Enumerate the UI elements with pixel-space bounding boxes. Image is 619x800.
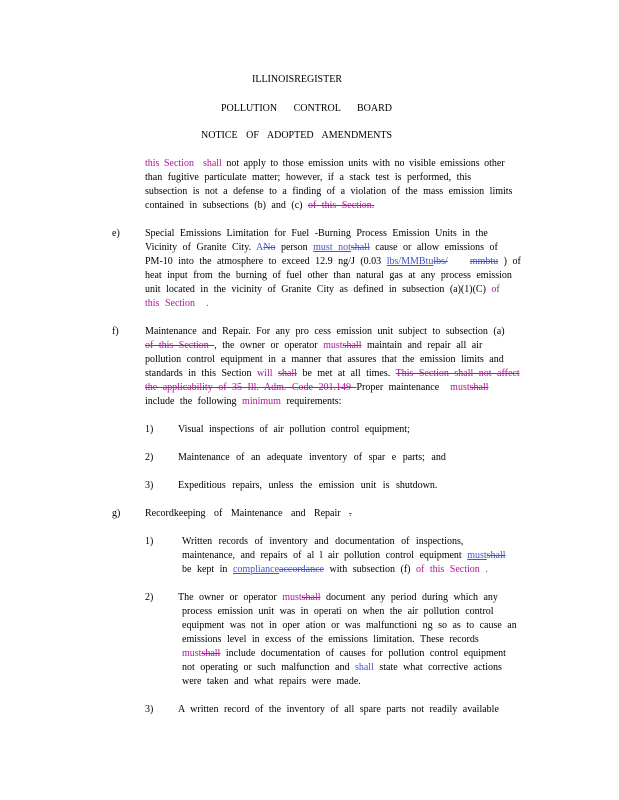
text: maintenance, and repairs of al l air pollution control equipment <box>182 550 468 561</box>
inserted-text: compliance <box>232 564 280 575</box>
text: be met at all times. <box>296 368 396 379</box>
para-f-item-2-text: Maintenance of an adequate inventory of spar e parts; and <box>178 452 446 463</box>
para-g-item-2-line-5 <box>182 648 506 660</box>
deleted-text: shall <box>350 242 370 253</box>
para-g-item-2-line-7: were taken and what repairs were made. <box>182 676 361 687</box>
para-g-item-2-line-4: emissions level in excess of the emissions limitation. These records <box>182 634 479 645</box>
text: The owner or operator <box>178 592 283 603</box>
para-e-line-1: Special Emissions Limitation for Fuel -Burning Process Emission Units in the <box>145 228 488 239</box>
deleted-text: shall <box>201 648 221 659</box>
text: PM-10 into the atmosphere to exceed 12.9 ng/J (0.03 <box>145 256 387 267</box>
inserted-text: this Section <box>145 298 195 309</box>
text: state what corrective actions <box>373 662 502 673</box>
text: contained in subsections (b) and (c) <box>145 200 308 211</box>
inserted-text: A <box>256 242 264 253</box>
text: standards in this Section <box>145 368 257 379</box>
para-e-line-2 <box>145 242 498 254</box>
deleted-text: shall <box>278 368 297 379</box>
text: ) of <box>498 256 521 267</box>
deleted-text: shall <box>342 340 362 351</box>
text: , the owner or operator <box>214 340 324 351</box>
deleted-text: lbs/ <box>433 256 448 267</box>
deleted-text: . <box>371 200 375 211</box>
text: Vicinity of Granite City. <box>145 242 257 253</box>
para-g-item-3-line-1: A written record of the inventory of all spare parts not readily available <box>178 704 499 715</box>
text: Proper maintenance <box>356 382 445 393</box>
text: unit located in the vicinity of Granite City as defined in subsection (a)(1)(C) <box>145 284 492 295</box>
text: maintain and repair all air <box>361 340 483 351</box>
para-f-label: f) <box>112 326 119 337</box>
inserted-text: shall <box>354 662 374 673</box>
para-f-item-1-text: Visual inspections of air pollution control equipment; <box>178 424 410 435</box>
para-f-item-3-num: 3) <box>145 480 154 491</box>
para-d-line-4 <box>145 200 374 212</box>
deleted-text: mmbtu <box>469 256 499 267</box>
para-d-line-2: than fugitive particulate matter; however, if a stack test is performed, this <box>145 172 472 183</box>
deleted-text: No <box>263 242 276 253</box>
board-title: POLLUTION CONTROL BOARD <box>221 103 392 114</box>
para-g-label: g) <box>112 508 121 519</box>
para-f-line-3: pollution control equipment in a manner that assures that the emission limits and <box>145 354 504 365</box>
para-f-item-1-num: 1) <box>145 424 154 435</box>
inserted-text: . <box>485 564 488 575</box>
text: Recordkeeping of Maintenance and Repair <box>145 508 350 519</box>
text: requirements: <box>280 396 342 407</box>
deleted-text: . <box>349 508 352 519</box>
para-g-item-1-num: 1) <box>145 536 154 547</box>
inserted-text: must not <box>313 242 351 253</box>
notice-title: NOTICE OF ADOPTED AMENDMENTS <box>201 130 393 141</box>
para-g-item-1-line-1: Written records of inventory and documentation of inspections, <box>182 536 464 547</box>
para-g-item-2-line-6 <box>182 662 502 674</box>
inserted-text: must <box>323 340 343 351</box>
para-d-line-1 <box>145 158 505 170</box>
para-e-line-5 <box>145 284 500 296</box>
inserted-text: shall <box>202 158 222 169</box>
para-g-item-2-line-3: equipment was not in oper ation or was malfunctioni ng so as to cause an <box>182 620 517 631</box>
para-e-label: e) <box>112 228 120 239</box>
text: cause or allow emissions of <box>369 242 498 253</box>
para-f-line-1: Maintenance and Repair. For any pro cess emission unit subject to subsection (a) <box>145 326 505 337</box>
inserted-text: must <box>467 550 487 561</box>
text: include documentation of causes for pollution control equipment <box>220 648 506 659</box>
para-e-line-4: heat input from the burning of fuel other than natural gas at any process emission <box>145 270 512 281</box>
deleted-text: of this Section <box>307 200 372 211</box>
text: not operating or such malfunction and <box>182 662 355 673</box>
para-g-item-2-num: 2) <box>145 592 154 603</box>
text: with subsection (f) <box>324 564 416 575</box>
inserted-text: of <box>491 284 500 295</box>
inserted-text: must <box>450 382 470 393</box>
para-f-line-2 <box>145 340 482 352</box>
inserted-text: must <box>282 592 302 603</box>
para-e-line-3 <box>145 256 521 268</box>
para-g-item-1-line-2 <box>182 550 506 562</box>
text: be kept in <box>182 564 233 575</box>
inserted-text: lbs/MMBtu <box>386 256 434 267</box>
para-g-title <box>145 508 352 520</box>
para-f-item-2-num: 2) <box>145 452 154 463</box>
inserted-text: this Section <box>145 158 194 169</box>
deleted-text: the applicability of 35 Ill. Adm. Code 201.149 <box>145 382 357 393</box>
inserted-text: will <box>257 368 273 379</box>
deleted-text: shall <box>486 550 506 561</box>
deleted-text: accordance <box>279 564 324 575</box>
para-d-line-3: subsection is not a defense to a finding of a violation of the mass emission limits <box>145 186 513 197</box>
inserted-text: must <box>182 648 202 659</box>
text: include the following <box>145 396 243 407</box>
para-f-item-3-text: Expeditious repairs, unless the emission unit is shutdown. <box>178 480 438 491</box>
para-g-item-2-line-1 <box>178 592 498 604</box>
register-title: ILLINOISREGISTER <box>252 74 342 85</box>
inserted-text: . <box>205 298 209 309</box>
deleted-text: This Section shall not affect <box>395 368 520 379</box>
deleted-text: of this Section <box>145 340 215 351</box>
para-f-line-5 <box>145 382 489 394</box>
deleted-text: shall <box>469 382 489 393</box>
text: not apply to those emission units with no visible emissions other <box>221 158 505 169</box>
text: document any period during which any <box>320 592 498 603</box>
para-f-line-6 <box>145 396 341 408</box>
text: person <box>275 242 314 253</box>
para-g-item-2-line-2: process emission unit was in operati on when the air pollution control <box>182 606 494 617</box>
para-e-line-6 <box>145 298 208 310</box>
deleted-text: shall <box>301 592 321 603</box>
inserted-text: minimum <box>242 396 281 407</box>
para-g-item-1-line-3 <box>182 564 488 576</box>
inserted-text: of this Section <box>416 564 480 575</box>
para-g-item-3-num: 3) <box>145 704 154 715</box>
para-f-line-4 <box>145 368 520 380</box>
